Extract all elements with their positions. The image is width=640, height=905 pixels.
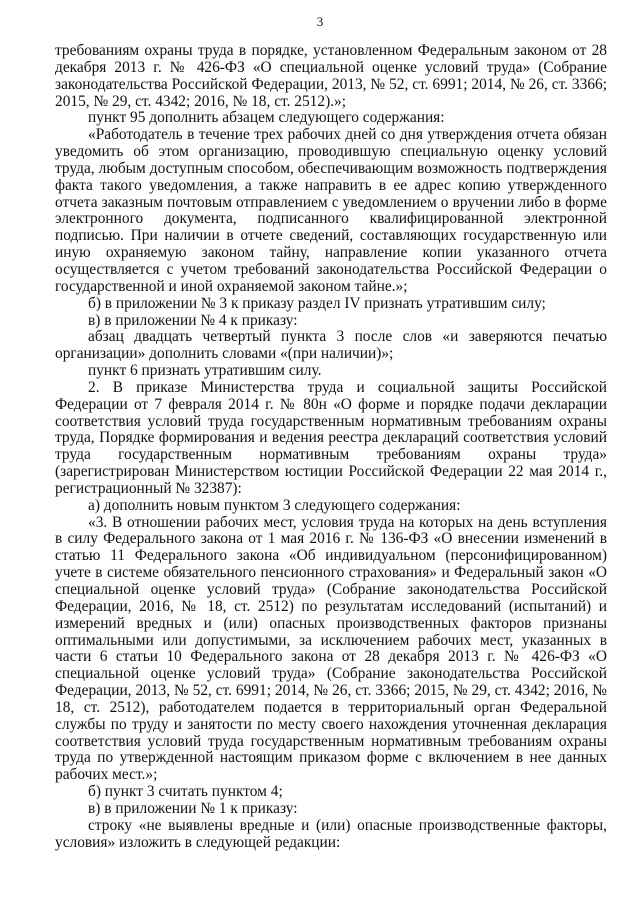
paragraph-3: «Работодатель в течение трех рабочих дней со дня утверждения отчета обязан уведомить об этом организацию, проводившую специальную оценку условий труда, любым доступным способом, обеспечивающим возможность подтверждения факта такого уведомления, а также направить в ее адрес копию утвержденного отчета заказным почтовым отправлением с уведомлением о вручении либо в форме электронного документа, подписанного квалифицированной электронной подписью. При наличии в отчете сведений, составляющих государственную или иную охраняемую законом тайну, направление копии указанного отчета осуществляется с учетом требований законодательства Российской Федерации о государственной и иной охраняемой законом тайне.»;: [55, 126, 607, 295]
paragraph-5: в) в приложении № 4 к приказу:: [88, 311, 298, 329]
paragraph-6: абзац двадцать четвертый пункта 3 после слов «и заверяются печатью организации» дополнить словами «(при наличии)»;: [55, 328, 607, 363]
paragraph-4: б) в приложении № 3 к приказу раздел IV признать утратившим силу;: [88, 294, 546, 312]
paragraph-10: «3. В отношении рабочих мест, условия труда на которых на день вступления в силу Федерального закона от 1 мая 2016 г. № 136-ФЗ «О внесении изменений в статью 11 Федерального закона «Об индивидуальном (персонифицированном) учете в системе обязательного пенсионного страхования» и Федеральный закон «О специальной оценке условий труда» (Собрание законодательства Российской Федерации, 2016, № 18, ст. 2512) по результатам исследований (испытаний) и измерений вредных и (или) опасных производственных факторов признаны оптимальными или допустимыми, за исключением рабочих мест, указанных в части 6 статьи 10 Федерального закона от 28 декабря 2013 г. № 426-ФЗ «О специальной оценке условий труда» (Собрание законодательства Российской Федерации, 2013, № 52, ст. 6991; 2014, № 26, ст. 3366; 2015, № 29, ст. 4342; 2016, № 18, ст. 2512), работодателем подается в территориальный орган Федеральной службы по труду и занятости по месту своего нахождения уточненная декларация соответствия условий труда государственным нормативным требованиям охраны труда по утвержденной настоящим приказом форме с включением в нее данных рабочих мест.»;: [55, 513, 607, 784]
paragraph-7: пункт 6 признать утратившим силу.: [88, 362, 322, 380]
paragraph-9: а) дополнить новым пунктом 3 следующего содержания:: [88, 496, 461, 514]
document-body: [55, 43, 607, 852]
paragraph-2: пункт 95 дополнить абзацем следующего содержания:: [88, 109, 445, 127]
page-number: 3: [316, 14, 324, 29]
paragraph-12: в) в приложении № 1 к приказу:: [88, 799, 298, 817]
paragraph-1: требованиям охраны труда в порядке, установленном Федеральным законом от 28 декабря 2013 г. № 426-ФЗ «О специальной оценке условий труда» (Собрание законодательства Российской Федерации, 2013, № 52, ст. 6991; 2014, № 26, ст. 3366; 2015, № 29, ст. 4342; 2016, № 18, ст. 2512).»;: [55, 42, 607, 110]
paragraph-8: 2. В приказе Министерства труда и социальной защиты Российской Федерации от 7 февраля 2014 г. № 80н «О форме и порядке подачи декларации соответствия условий труда государственным нормативным требованиям охраны труда, Порядке формирования и ведения реестра деклараций соответствия условий труда государственным нормативным требованиям охраны труда» (зарегистрирован Министерством юстиции Российской Федерации 22 мая 2014 г., регистрационный № 32387):: [55, 378, 607, 497]
paragraph-13: строку «не выявлены вредные и (или) опасные производственные факторы, условия» изложить в следующей редакции:: [55, 816, 607, 851]
paragraph-11: б) пункт 3 считать пунктом 4;: [88, 783, 283, 801]
